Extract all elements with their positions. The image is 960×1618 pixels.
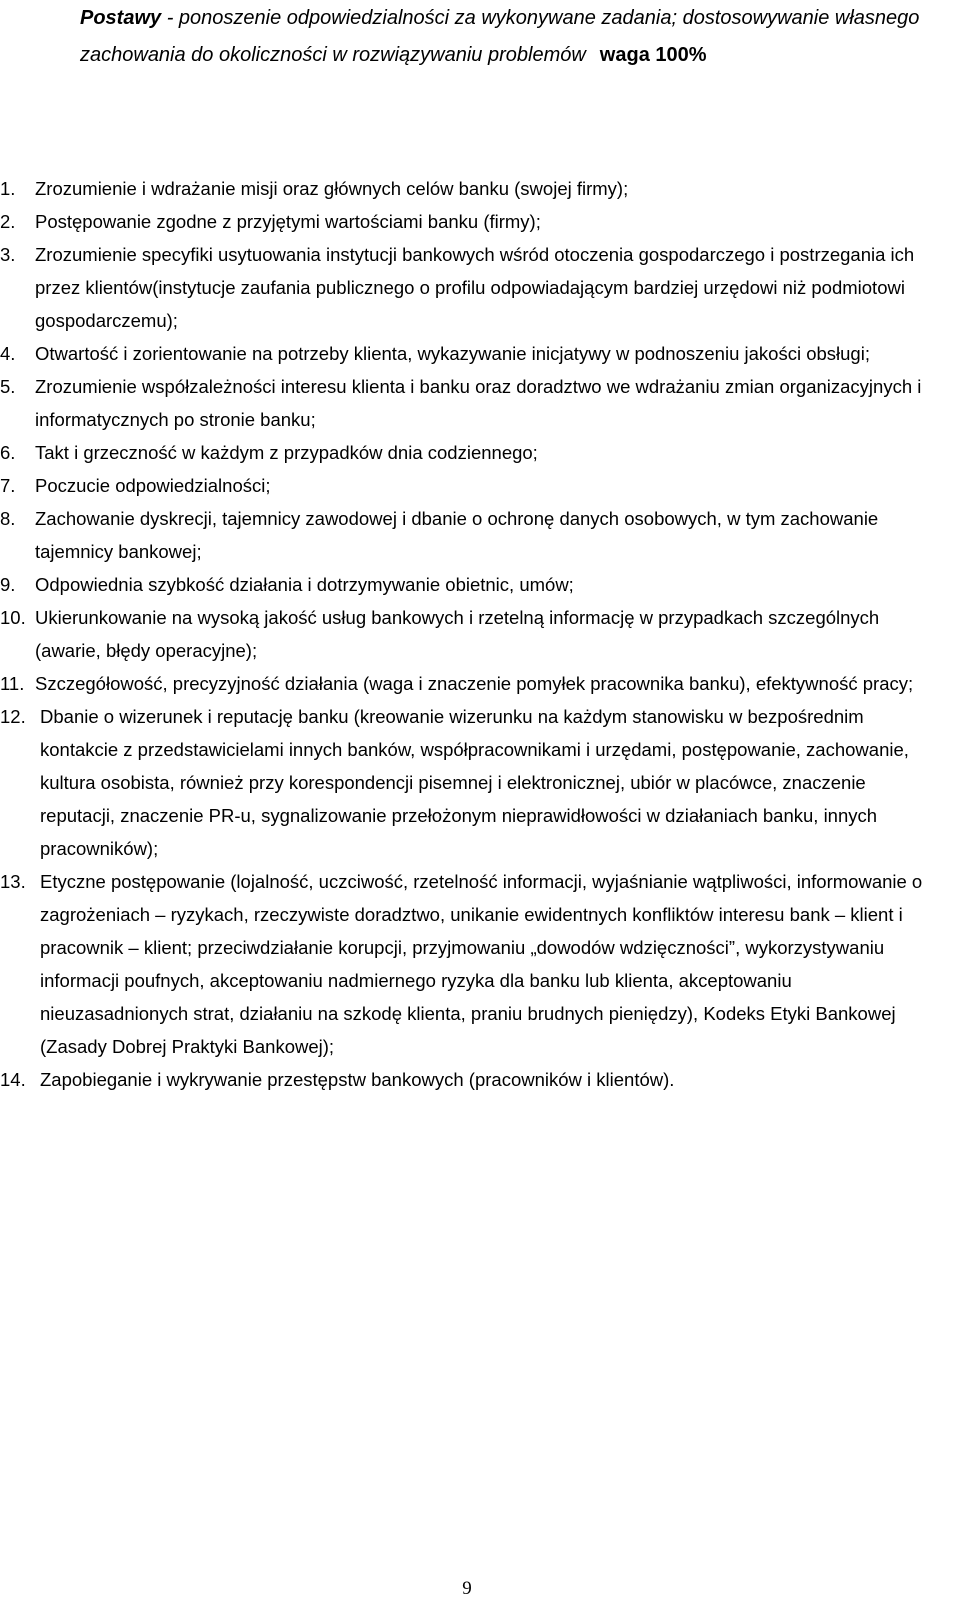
list-item [0, 700, 960, 865]
item-number: 12. [0, 706, 26, 727]
item-text: Zrozumienie i wdrażanie misji oraz głównych celów banku (swojej firmy); [35, 178, 629, 199]
list-item [0, 601, 960, 667]
item-number: 5. [0, 376, 16, 397]
list-item [0, 205, 960, 238]
item-number: 9. [0, 574, 16, 595]
list-item [0, 568, 960, 601]
section-heading [80, 0, 920, 74]
item-text: Postępowanie zgodne z przyjętymi wartościami banku (firmy); [35, 211, 541, 232]
list-item [0, 436, 960, 469]
heading-weight: waga 100% [599, 44, 707, 66]
competency-list [0, 172, 960, 1096]
item-number: 4. [0, 343, 16, 364]
item-text: Zachowanie dyskrecji, tajemnicy zawodowej i dbanie o ochronę danych osobowych, w tym zachowanie tajemnicy bankowej; [35, 508, 879, 562]
item-text: Poczucie odpowiedzialności; [35, 475, 271, 496]
list-item [0, 502, 960, 568]
item-text: Takt i grzeczność w każdym z przypadków dnia codziennego; [35, 442, 538, 463]
item-text: Etyczne postępowanie (lojalność, uczciwość, rzetelność informacji, wyjaśnianie wątpliwości, informowanie o zagrożeniach – ryzykach, rzeczywiste doradztwo, unikanie ewidentnych konfliktów interesu bank – klient i pracownik – klient; przeciwdziałanie korupcji, przyjmowaniu „dowodów wdzięczności”, wykorzystywaniu informacji poufnych, akceptowaniu nadmiernego ryzyka dla banku lub klienta, akceptowaniu nieuzasadnionych strat, działaniu na szkodę klienta, praniu brudnych pieniędzy), Kodeks Etyki Bankowej (Zasady Dobrej Praktyki Bankowej); [40, 871, 923, 1057]
page-number: 9 [462, 1578, 472, 1599]
item-text: Zrozumienie specyfiki usytuowania instytucji bankowych wśród otoczenia gospodarczego i postrzegania ich przez klientów(instytucje zaufania publicznego o profilu odpowiadającym bardziej urzędowi niż podmiotowi gospodarczemu); [35, 244, 915, 331]
heading-title: Postawy [80, 7, 162, 29]
item-number: 7. [0, 475, 16, 496]
list-item [0, 238, 960, 337]
item-text: Otwartość i zorientowanie na potrzeby klienta, wykazywanie inicjatywy w podnoszeniu jakości obsługi; [35, 343, 870, 364]
heading-description: - ponoszenie odpowiedzialności za wykonywane zadania; dostosowywanie własnego zachowania do okoliczności w rozwiązywaniu problemów [80, 7, 920, 66]
item-text: Zrozumienie współzależności interesu klienta i banku oraz doradztwo we wdrażaniu zmian organizacyjnych i informatycznych po stronie banku; [35, 376, 922, 430]
item-number: 3. [0, 244, 16, 265]
item-text: Odpowiednia szybkość działania i dotrzymywanie obietnic, umów; [35, 574, 574, 595]
item-text: Szczegółowość, precyzyjność działania (waga i znaczenie pomyłek pracownika banku), efektywność pracy; [35, 673, 914, 694]
list-item [0, 337, 960, 370]
item-number: 13. [0, 871, 26, 892]
list-item [0, 469, 960, 502]
item-number: 14. [0, 1069, 26, 1090]
list-item [0, 1063, 960, 1096]
item-text: Zapobieganie i wykrywanie przestępstw bankowych (pracowników i klientów). [40, 1069, 675, 1090]
list-item [0, 370, 960, 436]
item-number: 8. [0, 508, 16, 529]
item-number: 1. [0, 178, 16, 199]
item-text: Dbanie o wizerunek i reputację banku (kreowanie wizerunku na każdym stanowisku w bezpośrednim kontakcie z przedstawicielami innych banków, współpracownikami i urzędami, postępowanie, zachowanie, kultura osobista, również przy korespondencji pisemnej i elektronicznej, ubiór w placówce, znaczenie reputacji, znaczenie PR-u, sygnalizowanie przełożonym nieprawidłowości w działaniach banku, innych pracowników); [40, 706, 909, 859]
item-number: 11. [0, 673, 25, 694]
list-item [0, 865, 960, 1063]
item-number: 10. [0, 607, 26, 628]
item-number: 2. [0, 211, 16, 232]
list-item [0, 667, 960, 700]
item-number: 6. [0, 442, 16, 463]
item-text: Ukierunkowanie na wysoką jakość usług bankowych i rzetelną informację w przypadkach szczególnych (awarie, błędy operacyjne); [35, 607, 880, 661]
list-item [0, 172, 960, 205]
